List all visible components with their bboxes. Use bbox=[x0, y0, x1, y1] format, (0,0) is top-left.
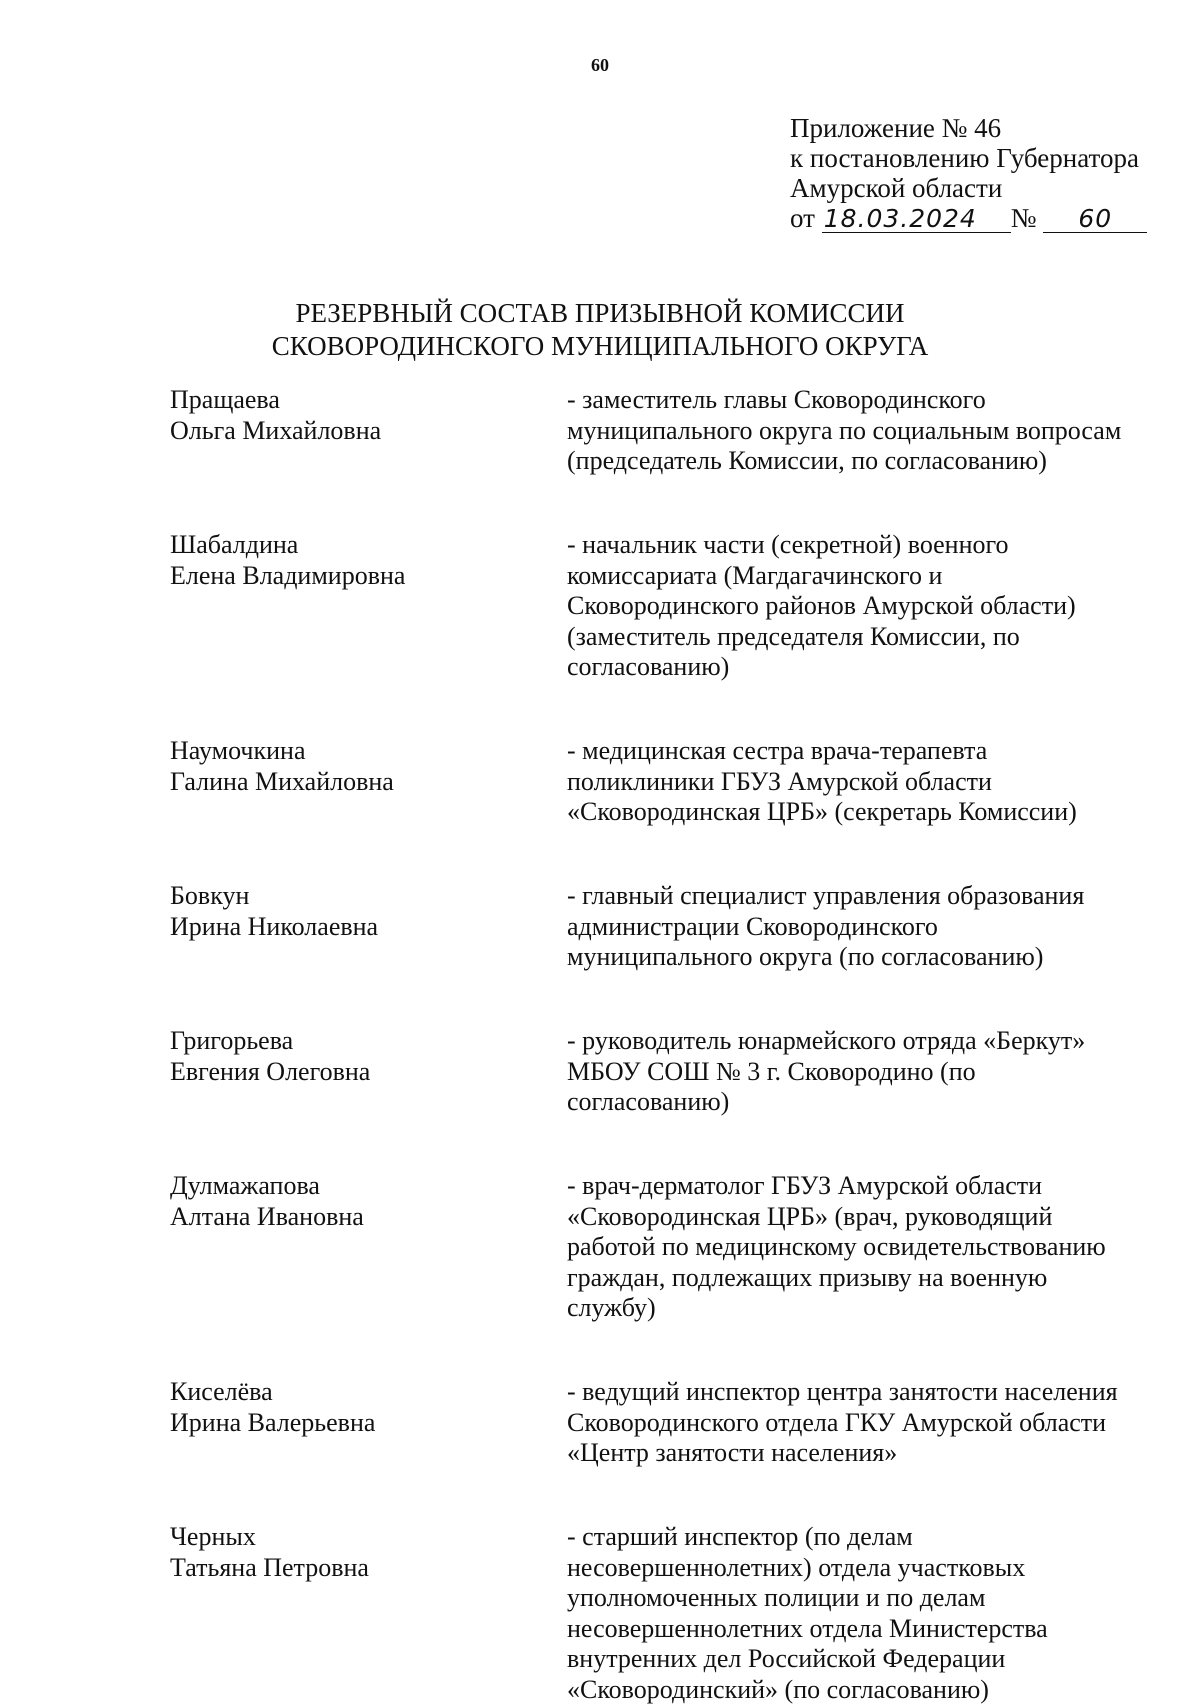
member-name bbox=[170, 1171, 364, 1232]
member-role-line: - старший инспектор (по делам bbox=[567, 1522, 1147, 1553]
member-role-line: согласованию) bbox=[567, 652, 1147, 683]
appendix-line-3: Амурской области bbox=[790, 173, 1147, 203]
member-role-line: - медицинская сестра врача-терапевта bbox=[567, 736, 1147, 767]
member-surname: Шабалдина bbox=[170, 530, 405, 561]
member-surname: Бовкун bbox=[170, 881, 378, 912]
member-surname: Киселёва bbox=[170, 1377, 375, 1408]
member-role-line: администрации Сковородинского bbox=[567, 912, 1147, 943]
member-role-line: Сковородинского районов Амурской области) bbox=[567, 591, 1147, 622]
member-surname: Пращаева bbox=[170, 385, 381, 416]
member-role bbox=[567, 1026, 1147, 1118]
member-role-line: согласованию) bbox=[567, 1087, 1147, 1118]
member-role-line: муниципального округа (по согласованию) bbox=[567, 942, 1147, 973]
member-role bbox=[567, 1377, 1147, 1469]
member-role-line: муниципального округа по социальным вопросам bbox=[567, 416, 1147, 447]
handwritten-date: 18.03.2024 bbox=[822, 206, 1011, 233]
member-name bbox=[170, 1522, 369, 1583]
member-role-line: (председатель Комиссии, по согласованию) bbox=[567, 446, 1147, 477]
member-name bbox=[170, 881, 378, 942]
member-role-line: - главный специалист управления образования bbox=[567, 881, 1147, 912]
member-role-line: Сковородинского отдела ГКУ Амурской области bbox=[567, 1408, 1147, 1439]
member-role bbox=[567, 1522, 1147, 1705]
member-role-line: - начальник части (секретной) военного bbox=[567, 530, 1147, 561]
appendix-line-2: к постановлению Губернатора bbox=[790, 143, 1147, 173]
member-role bbox=[567, 530, 1147, 683]
title-line-1: РЕЗЕРВНЫЙ СОСТАВ ПРИЗЫВНОЙ КОМИССИИ bbox=[0, 297, 1200, 330]
member-role-line: «Сковородинская ЦРБ» (секретарь Комиссии) bbox=[567, 797, 1147, 828]
member-role-line: несовершеннолетних) отдела участковых bbox=[567, 1553, 1147, 1584]
member-given-names: Ирина Николаевна bbox=[170, 912, 378, 943]
member-given-names: Елена Владимировна bbox=[170, 561, 405, 592]
member-role-line: (заместитель председателя Комиссии, по bbox=[567, 622, 1147, 653]
member-role bbox=[567, 881, 1147, 973]
member-role-line: - руководитель юнармейского отряда «Беркут» bbox=[567, 1026, 1147, 1057]
member-role-line: - врач-дерматолог ГБУЗ Амурской области bbox=[567, 1171, 1147, 1202]
member-role-line: службу) bbox=[567, 1293, 1147, 1324]
document-title bbox=[0, 297, 1200, 363]
member-role bbox=[567, 1171, 1147, 1324]
member-role-line: уполномоченных полиции и по делам bbox=[567, 1583, 1147, 1614]
member-name bbox=[170, 385, 381, 446]
member-given-names: Ирина Валерьевна bbox=[170, 1408, 375, 1439]
appendix-header bbox=[790, 113, 1147, 233]
member-role bbox=[567, 385, 1147, 477]
member-given-names: Татьяна Петровна bbox=[170, 1553, 369, 1584]
member-given-names: Ольга Михайловна bbox=[170, 416, 381, 447]
appendix-line-1: Приложение № 46 bbox=[790, 113, 1147, 143]
member-role-line: работой по медицинскому освидетельствованию bbox=[567, 1232, 1147, 1263]
member-role-line: «Центр занятости населения» bbox=[567, 1438, 1147, 1469]
member-role-line: «Сковородинский» (по согласованию) bbox=[567, 1675, 1147, 1705]
member-surname: Наумочкина bbox=[170, 736, 394, 767]
date-prefix: от bbox=[790, 203, 815, 233]
member-role bbox=[567, 736, 1147, 828]
decree-date-number-line bbox=[790, 203, 1147, 233]
member-name bbox=[170, 1026, 370, 1087]
member-surname: Черных bbox=[170, 1522, 369, 1553]
member-name bbox=[170, 530, 405, 591]
member-name bbox=[170, 736, 394, 797]
member-role-line: внутренних дел Российской Федерации bbox=[567, 1644, 1147, 1675]
member-name bbox=[170, 1377, 375, 1438]
title-line-2: СКОВОРОДИНСКОГО МУНИЦИПАЛЬНОГО ОКРУГА bbox=[0, 330, 1200, 363]
member-role-line: несовершеннолетних отдела Министерства bbox=[567, 1614, 1147, 1645]
handwritten-number: 60 bbox=[1043, 206, 1147, 233]
member-role-line: граждан, подлежащих призыву на военную bbox=[567, 1263, 1147, 1294]
member-role-line: комиссариата (Магдагачинского и bbox=[567, 561, 1147, 592]
member-role-line: «Сковородинская ЦРБ» (врач, руководящий bbox=[567, 1202, 1147, 1233]
member-role-line: поликлиники ГБУЗ Амурской области bbox=[567, 767, 1147, 798]
member-given-names: Алтана Ивановна bbox=[170, 1202, 364, 1233]
page-number: 60 bbox=[0, 55, 1200, 76]
member-given-names: Евгения Олеговна bbox=[170, 1057, 370, 1088]
member-role-line: - ведущий инспектор центра занятости населения bbox=[567, 1377, 1147, 1408]
member-given-names: Галина Михайловна bbox=[170, 767, 394, 798]
number-label: № bbox=[1011, 203, 1037, 233]
member-role-line: - заместитель главы Сковородинского bbox=[567, 385, 1147, 416]
member-surname: Григорьева bbox=[170, 1026, 370, 1057]
member-surname: Дулмажапова bbox=[170, 1171, 364, 1202]
member-role-line: МБОУ СОШ № 3 г. Сковородино (по bbox=[567, 1057, 1147, 1088]
